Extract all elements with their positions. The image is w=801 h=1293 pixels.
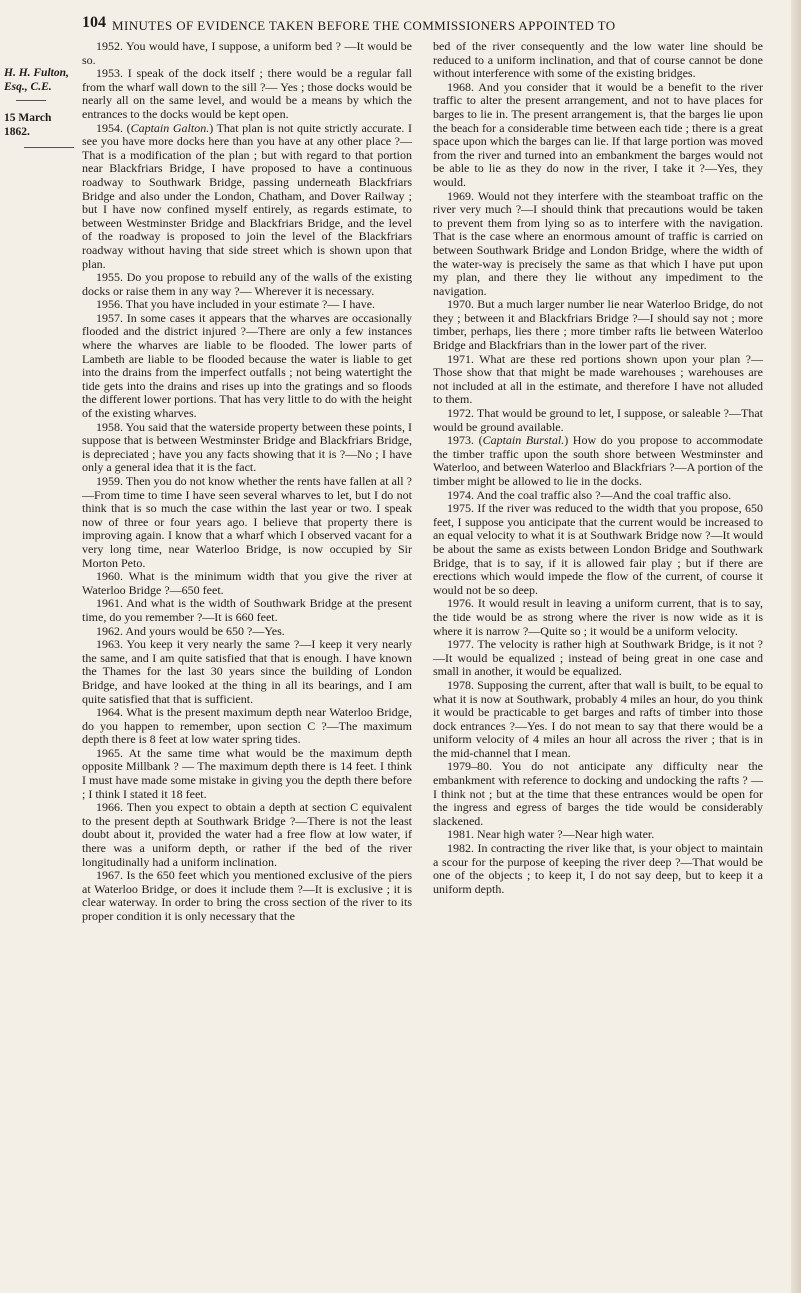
evidence-paragraph: 1958. You said that the waterside property between these points, I suppose that is between Westminster Bridge and Blackfriars Bridge, is depreciated ; have you any facts showing that it is ?—No ; I have only a general idea that it is the fact. xyxy=(82,419,412,475)
evidence-paragraph: 1965. At the same time what would be the maximum depth opposite Millbank ? — The maximum depth there is 14 feet. I think I must have made some mistake in giving you the depth there before ; I think I stated it 18 feet. xyxy=(82,745,412,801)
evidence-paragraph: 1969. Would not they interfere with the steamboat traffic on the river very much ?—I should think that precautions would be taken to prevent them from lying so as to interfere with the navigation. That is the case where an enormous amount of traffic is carried on between Southwark Bridge and London Bridge, where the width of the water-way is precisely the same as that which I have put upon my plan, and there they lie without any impediment to the navigation. xyxy=(433,188,763,298)
evidence-paragraph: 1962. And yours would be 650 ?—Yes. xyxy=(96,623,285,638)
evidence-paragraph xyxy=(433,434,763,488)
question-prefix: 1973. ( xyxy=(447,433,483,448)
evidence-paragraph: 1977. The velocity is rather high at Southwark Bridge, is it not ?—It would be equalized ; instead of being great in one case and small in another, it would be equalized. xyxy=(433,637,763,679)
evidence-paragraph: 1982. In contracting the river like that, is your object to maintain a scour for the purpose of keeping the river deep ?—That would be one of the objects ; to keep it, I do not say deep, but to keep it a uniform depth. xyxy=(433,841,763,896)
right-column xyxy=(433,40,763,896)
page-number: 104 xyxy=(82,14,106,31)
margin-rule xyxy=(24,147,74,148)
evidence-paragraph: 1961. And what is the width of Southwark Bridge at the present time, do you remember ?—It is 660 feet. xyxy=(82,596,412,624)
witness-name: H. H. Fulton, Esq., C.E. xyxy=(4,67,69,93)
evidence-paragraph: 1963. You keep it very nearly the same ?—I keep it very nearly the same, and I am quite satisfied that that is enough. I have known the Thames for the last 30 years since the building of London Bridge, and have looked at the thing in all its bearings, and I am quite satisfied that that is sufficient. xyxy=(82,637,412,706)
evidence-paragraph: 1959. Then you do not know whether the rents have fallen at all ?—From time to time I have seen several wharves to let, but I do not think that is so much the case within the last year or two. I speak now of three or four years ago. I believe that property there is improving again. I know that a wharf which I observed vacant for a very long time, near Waterloo Bridge, is now occupied by Sir Morton Peto. xyxy=(82,474,412,570)
evidence-paragraph: 1978. Supposing the current, after that wall is built, to be equal to what it is now at Southwark, probably 4 miles an hour, do you think it would be practicable to get barges and rafts of timber into those dock entrances ?—Yes. I do not mean to say that there would be a uniform velocity of 4 miles an hour all across the river ; that is in the mid-channel that I mean. xyxy=(433,677,763,760)
evidence-paragraph: 1957. In some cases it appears that the wharves are occasionally flooded and the district injured ?—There are only a few instances where the wharves are liable to be flooded. The lower parts of Lambeth are liable to be flooded because the water is liable to get into the drains from the imperfect outfalls ; not being watertight the tide gets into the drains and rises up into the gratings and so floods the different lower portions. That has very little to do with the height of the existing wharves. xyxy=(82,310,412,421)
evidence-paragraph: 1955. Do you propose to rebuild any of the walls of the existing docks or raise them in any way ?— Wherever it is necessary. xyxy=(82,270,412,298)
question-text: ) How do you propose to accommodate the timber traffic upon the south shore between Westminster and Waterloo, and between Waterloo and Blackfriars ?—A portion of the timber might be allowed to lie in the docks. xyxy=(433,433,764,488)
question-text: ) That plan is not quite strictly accurate. I see you have more docks here than you have at any other place ?—That is a modification of the plan ; but with regard to that portion near Blackfriars Bridge, I have proposed to have a continuous roadway to Southwark Bridge, passing underneath Blackfriars Bridge and also under the London, Chatham, and Dover Railway ; but I have now confined myself entirely, as regards estimate, to between Westminster Bridge and Blackfriars Bridge, and the level of the roadway is proposed to join the level of the Blackfriars roadway without having that side street which is shown upon that plan. xyxy=(82,120,412,271)
evidence-paragraph: 1975. If the river was reduced to the width that you propose, 650 feet, I suppose you anticipate that the current would be increased to an equal velocity to what it is at Southwark Bridge now ?—It would be about the same as exists between London Bridge and Southwark Bridge, that is to say, if it is allowed fair play ; but if there are erections which would impede the flow of the current, of course it would not be so deep. xyxy=(433,501,763,597)
evidence-paragraph: 1972. That would be ground to let, I suppose, or saleable ?—That would be ground available. xyxy=(433,406,763,434)
question-prefix: 1954. ( xyxy=(96,120,131,135)
evidence-paragraph: 1952. You would have, I suppose, a uniform bed ? —It would be so. xyxy=(82,39,412,67)
page-header xyxy=(0,14,801,38)
evidence-paragraph: 1964. What is the present maximum depth near Waterloo Bridge, do you happen to remember, upon section C ?—The maximum depth there is 8 feet at low water spring tides. xyxy=(82,705,412,747)
testimony-date: 15 March 1862. xyxy=(4,112,52,138)
evidence-paragraph: 1966. Then you expect to obtain a depth at section C equivalent to the present depth at Southwark Bridge ?—There is not the least doubt about it, provided the water had a free flow at low water, if there was a uniform depth, or rather if the bed of the river longitudinally had a uniform inclination. xyxy=(82,800,412,869)
page-spine xyxy=(791,0,801,1293)
evidence-paragraph: bed of the river consequently and the low water line should be reduced to a uniform inclination, and that of course cannot be done without interference with some of the existing bridges. xyxy=(433,39,763,81)
evidence-paragraph: 1953. I speak of the dock itself ; there would be a regular fall from the wharf wall down to the sill ?— Yes ; those docks would be nearly all on the same level, and would be a means by which the entrances to the docks would be kept open. xyxy=(82,66,412,121)
evidence-paragraph: 1956. That you have included in your estimate ?— I have. xyxy=(96,297,376,312)
margin-rule xyxy=(16,100,46,101)
evidence-paragraph: 1968. And you consider that it would be a benefit to the river traffic to alter the present arrangement, and not to have places for barges to lie in. The present arrangement is, that the barges lie upon the beach for a considerable time between each tide ; there is a great space upon which the barges can lie. If that large portion was moved from the river and turned into an embankment the barges would not be able to lie as they do now in the river, I take it ?—Yes, they would. xyxy=(433,79,763,189)
evidence-paragraph: 1967. Is the 650 feet which you mentioned exclusive of the piers at Waterloo Bridge, or does it include them ?—It is exclusive ; it is clear waterway. In order to bring the cross section of the river to its proper condition it is only necessary that the xyxy=(82,868,412,923)
running-head: MINUTES OF EVIDENCE TAKEN BEFORE THE COMMISSIONERS APPOINTED TO xyxy=(112,18,616,33)
evidence-paragraph: 1970. But a much larger number lie near Waterloo Bridge, do not they ; between it and Blackfriars Bridge ?—I should say not ; more timber, perhaps, lies there ; more timber rafts lie between Waterloo Bridge and Blackfriars than in the lower part of the river. xyxy=(433,297,763,353)
evidence-paragraph: 1976. It would result in leaving a uniform current, that is to say, the tide would be as strong where the river is now wide as it is where it is narrow ?—Quite so ; it would be a uniform velocity. xyxy=(433,596,763,638)
evidence-paragraph: 1960. What is the minimum width that you give the river at Waterloo Bridge ?—650 feet. xyxy=(82,569,412,597)
evidence-paragraph: 1979–80. You do not anticipate any difficulty near the embankment with reference to docking and undocking the rafts ? — I think not ; but at the time that these entrances would be open for the ingress and egress of barges the tide would be considerably slackened. xyxy=(433,759,763,828)
evidence-paragraph: 1971. What are these red portions shown upon your plan ?—Those show that that might be made warehouses ; warehouses are not included at all in the estimate, and therefore I have not alluded to them. xyxy=(433,351,763,407)
questioner-name: Captain Burstal. xyxy=(482,433,565,448)
evidence-paragraph: 1981. Near high water ?—Near high water. xyxy=(447,827,655,842)
questioner-name: Captain Galton. xyxy=(130,120,210,135)
left-column xyxy=(82,40,412,924)
evidence-paragraph: 1974. And the coal traffic also ?—And the coal traffic also. xyxy=(447,487,732,502)
margin-note xyxy=(4,66,80,148)
evidence-paragraph xyxy=(82,122,412,272)
